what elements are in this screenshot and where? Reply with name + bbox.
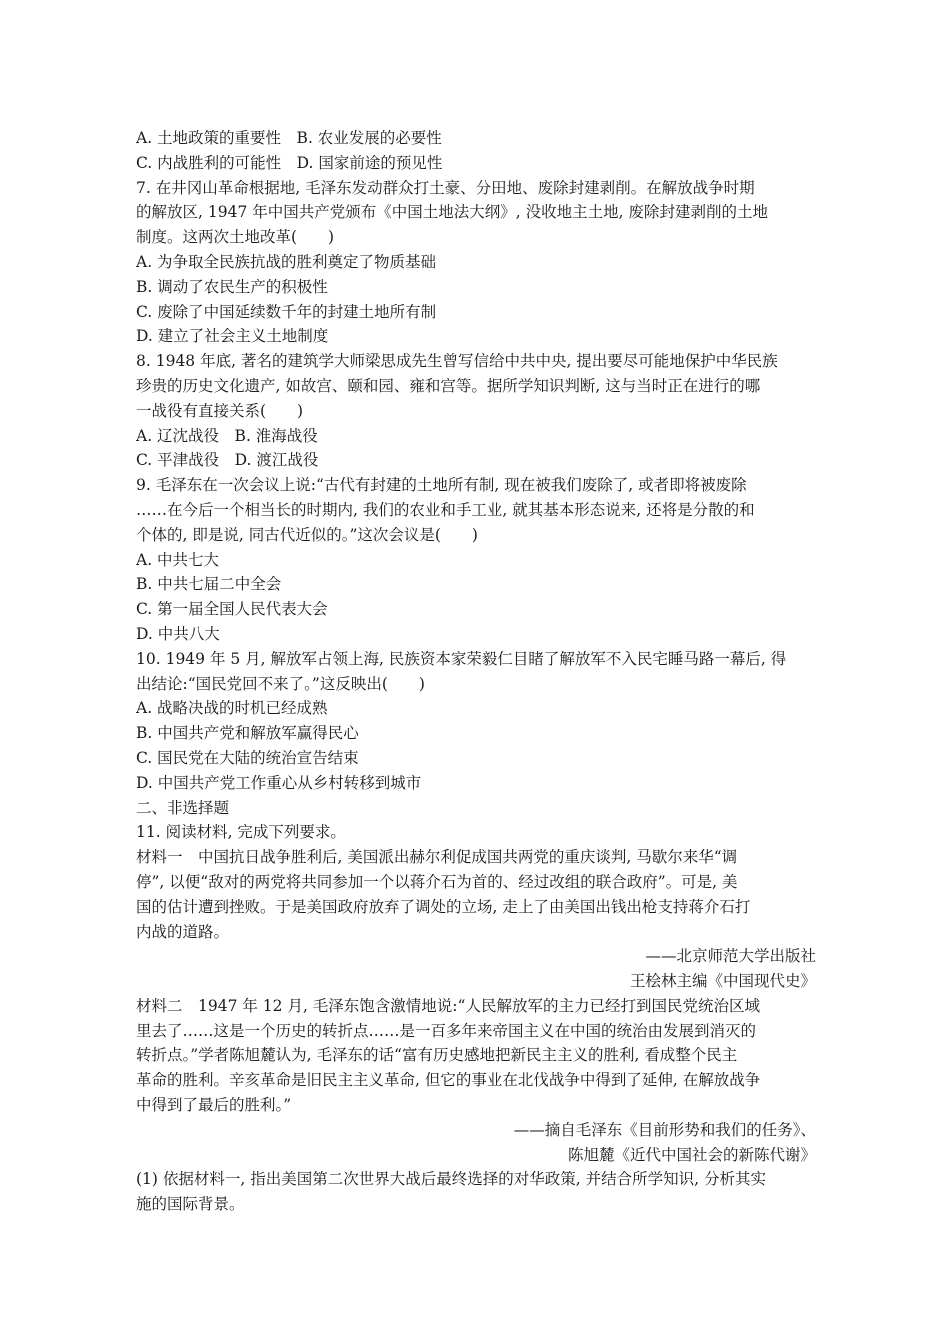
- text-line: B. 中国共产党和解放军赢得民心: [136, 724, 359, 743]
- text-line: 11. 阅读材料, 完成下列要求。: [136, 823, 346, 842]
- text-line: C. 废除了中国延续数千年的封建土地所有制: [136, 302, 437, 321]
- text-line: 10. 1949 年 5 月, 解放军占领上海, 民族资本家荣毅仁目睹了解放军不入民宅睡马路一幕后, 得: [136, 649, 787, 668]
- text-line: 转折点。”学者陈旭麓认为, 毛泽东的话“富有历史感地把新民主主义的胜利, 看成整个民主: [136, 1046, 738, 1065]
- text-line: B. 调动了农民生产的积极性: [136, 277, 328, 296]
- text-line: 7. 在井冈山革命根据地, 毛泽东发动群众打土豪、分田地、废除封建剥削。在解放战争时期: [136, 178, 755, 197]
- text-line: A. 辽沈战役 B. 淮海战役: [136, 426, 318, 445]
- text-line: A. 战略决战的时机已经成熟: [136, 699, 328, 718]
- text-line: 一战役有直接关系( ): [136, 401, 304, 420]
- text-line: ——摘自毛泽东《目前形势和我们的任务》、: [513, 1120, 816, 1139]
- text-line: A. 为争取全民族抗战的胜利奠定了物质基础: [136, 252, 437, 271]
- text-line: 制度。这两次土地改革( ): [136, 228, 335, 247]
- text-line: 材料二 1947 年 12 月, 毛泽东饱含激情地说:“人民解放军的主力已经打到国民党统治区域: [136, 996, 760, 1015]
- text-line: 8. 1948 年底, 著名的建筑学大师梁思成先生曾写信给中共中央, 提出要尽可能地保护中华民族: [136, 352, 778, 371]
- text-line: 个体的, 即是说, 同古代近似的。”这次会议是( ): [136, 525, 478, 544]
- text-line: 内战的道路。: [136, 922, 230, 941]
- text-line: 9. 毛泽东在一次会议上说:“古代有封建的土地所有制, 现在被我们废除了, 或者即将被废除: [136, 476, 747, 495]
- text-line: 出结论:“国民党回不来了。”这反映出( ): [136, 674, 425, 693]
- text-line: ……在今后一个相当长的时期内, 我们的农业和手工业, 就其基本形态说来, 还将是分散的和: [136, 500, 755, 519]
- text-line: 施的国际背景。: [136, 1195, 245, 1214]
- text-line: A. 土地政策的重要性 B. 农业发展的必要性: [136, 129, 442, 147]
- text-line: 停”, 以便“敌对的两党将共同参加一个以蒋介石为首的、经过改组的联合政府”。可是, 美: [136, 872, 738, 891]
- text-line: C. 第一届全国人民代表大会: [136, 600, 328, 619]
- text-line: 里去了……这是一个历史的转折点……是一百多年来帝国主义在中国的统治由发展到消灭的: [136, 1021, 757, 1040]
- text-line: ——北京师范大学出版社: [645, 947, 816, 966]
- text-line: 二、非选择题: [136, 798, 230, 817]
- text-line: 陈旭麓《近代中国社会的新陈代谢》: [567, 1145, 816, 1164]
- text-line: C. 内战胜利的可能性 D. 国家前途的预见性: [136, 153, 443, 172]
- text-line: D. 中国共产党工作重心从乡村转移到城市: [136, 773, 422, 792]
- text-line: 王桧林主编《中国现代史》: [629, 972, 816, 991]
- text-line: 革命的胜利。辛亥革命是旧民主主义革命, 但它的事业在北伐战争中得到了延伸, 在解放战争: [136, 1071, 761, 1090]
- text-line: C. 国民党在大陆的统治宣告结束: [136, 748, 359, 767]
- text-line: 国的估计遭到挫败。于是美国政府放弃了调处的立场, 走上了由美国出钱出枪支持蒋介石打: [136, 897, 751, 916]
- text-line: B. 中共七届二中全会: [136, 575, 282, 594]
- text-line: A. 中共七大: [136, 550, 220, 569]
- text-line: (1) 依据材料一, 指出美国第二次世界大战后最终选择的对华政策, 并结合所学知识, 分析其实: [136, 1170, 766, 1189]
- text-line: 材料一 中国抗日战争胜利后, 美国派出赫尔利促成国共两党的重庆谈判, 马歇尔来华“调: [136, 848, 738, 867]
- text-line: 中得到了最后的胜利。”: [136, 1096, 292, 1115]
- text-line: D. 中共八大: [136, 624, 220, 643]
- text-line: D. 建立了社会主义土地制度: [136, 327, 329, 346]
- text-line: 的解放区, 1947 年中国共产党颁布《中国土地法大纲》, 没收地主土地, 废除封建剥削的土地: [136, 203, 768, 222]
- text-line: C. 平津战役 D. 渡江战役: [136, 451, 319, 470]
- text-line: 珍贵的历史文化遗产, 如故宫、颐和园、雍和宫等。据所学知识判断, 这与当时正在进行的哪: [136, 376, 761, 395]
- document-body: [136, 126, 816, 1217]
